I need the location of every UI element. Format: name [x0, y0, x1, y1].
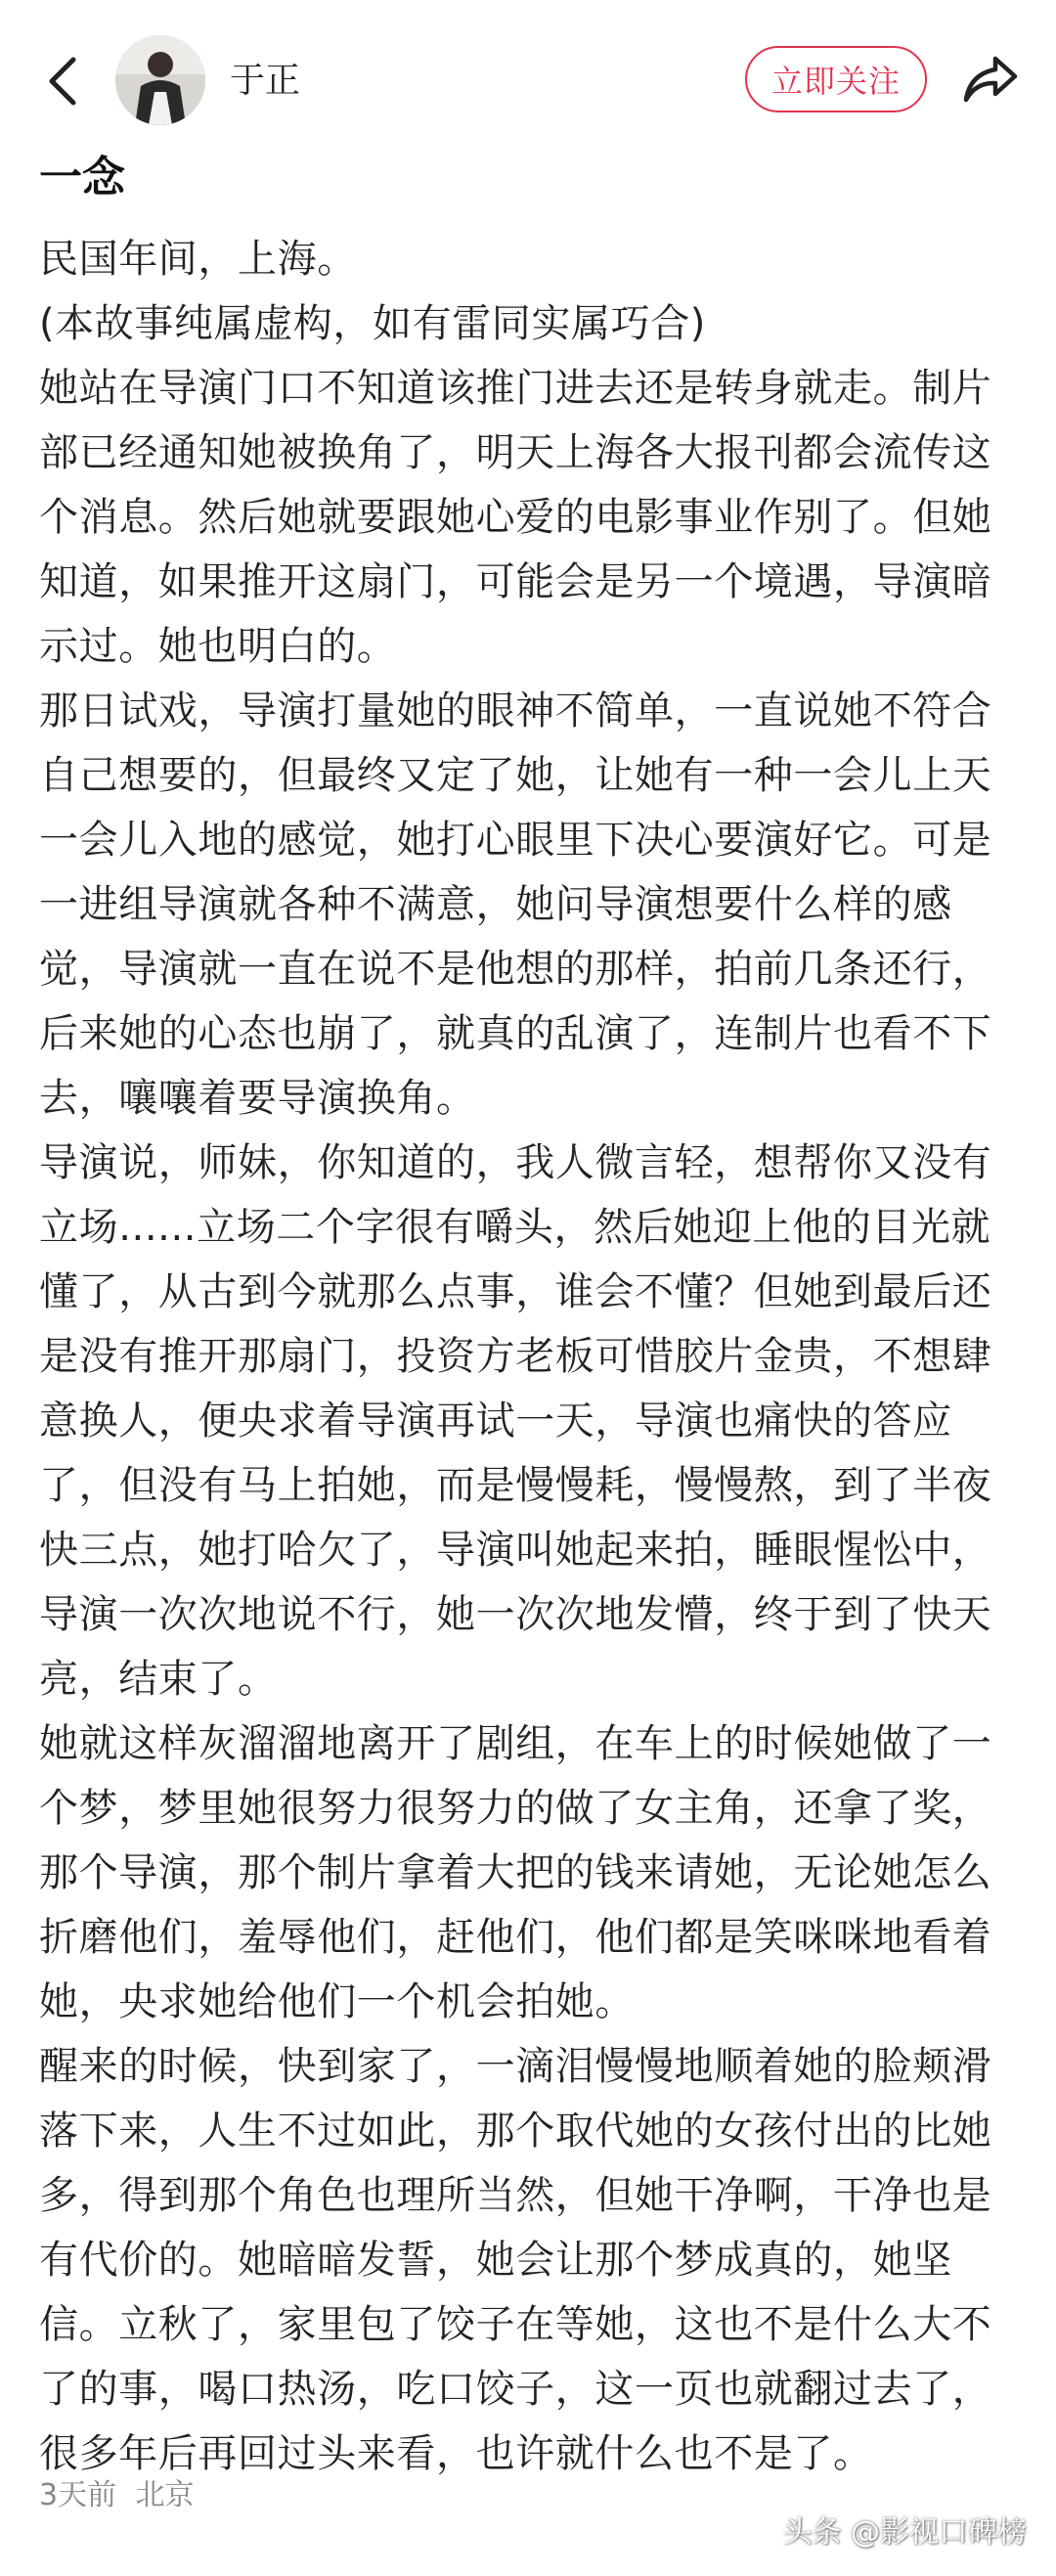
avatar-photo	[115, 35, 205, 125]
watermark: 头条 @影视口碑榜	[782, 2515, 1027, 2550]
post-meta	[39, 2474, 195, 2517]
paragraph: 醒来的时候，快到家了，一滴泪慢慢地顺着她的脸颊滑落下来，人生不过如此，那个取代她的女孩付出的比她多，得到那个角色也理所当然，但她干净啊，干净也是有代价的。她暗暗发誓，她会让那个梦成真的，她坚信。立秋了，家里包了饺子在等她，这也不是什么大不了的事，喝口热汤，吃口饺子，这一页也就翻过去了，很多年后再回过头来看，也许就什么也不是了。	[39, 2044, 992, 2476]
back-button[interactable]	[35, 47, 90, 115]
share-icon	[962, 53, 1019, 106]
post-title: 一念	[39, 153, 125, 202]
paragraph: 民国年间，上海。	[39, 237, 357, 282]
paragraph: (本故事纯属虚构，如有雷同实属巧合)	[39, 301, 707, 346]
share-button[interactable]	[958, 47, 1023, 111]
post-location: 北京	[135, 2478, 195, 2512]
paragraph: 她站在导演门口不知道该推门进去还是转身就走。制片部已经通知她被换角了，明天上海各大报刊都会流传这个消息。然后她就要跟她心爱的电影事业作别了。但她知道，如果推开这扇门，可能会是另一个境遇，导演暗示过。她也明白的。	[39, 366, 992, 669]
post-time: 3天前	[39, 2478, 117, 2512]
top-bar	[0, 0, 1056, 156]
paragraph: 那日试戏，导演打量她的眼神不简单，一直说她不符合自己想要的，但最终又定了她，让她有一种一会儿上天一会儿入地的感觉，她打心眼里下决心要演好它。可是一进组导演就各种不满意，她问导演想要什么样的感觉，导演就一直在说不是他想的那样，拍前几条还行，后来她的心态也崩了，就真的乱演了，连制片也看不下去，嚷嚷着要导演换角。	[39, 688, 992, 1121]
author-name[interactable]: 于正	[230, 61, 301, 101]
paragraph: 导演说，师妹，你知道的，我人微言轻，想帮你又没有立场......立场二个字很有嚼头，然后她迎上他的目光就懂了，从古到今就那么点事，谁会不懂？但她到最后还是没有推开那扇门，投资方老板可惜胶片金贵，不想肆意换人，便央求着导演再试一天，导演也痛快的答应了，但没有马上拍她，而是慢慢耗，慢慢熬，到了半夜快三点，她打哈欠了，导演叫她起来拍，睡眼惺忪中，导演一次次地说不行，她一次次地发懵，终于到了快天亮，结束了。	[39, 1140, 992, 1702]
follow-button[interactable]: 立即关注	[745, 46, 927, 112]
post-body	[39, 227, 1027, 2486]
author-avatar[interactable]	[115, 35, 205, 125]
chevron-left-icon	[46, 56, 79, 107]
paragraph: 她就这样灰溜溜地离开了剧组，在车上的时候她做了一个梦，梦里她很努力很努力的做了女主角，还拿了奖，那个导演，那个制片拿着大把的钱来请她，无论她怎么折磨他们，羞辱他们，赶他们，他们都是笑咪咪地看着她，央求她给他们一个机会拍她。	[39, 1721, 992, 2024]
